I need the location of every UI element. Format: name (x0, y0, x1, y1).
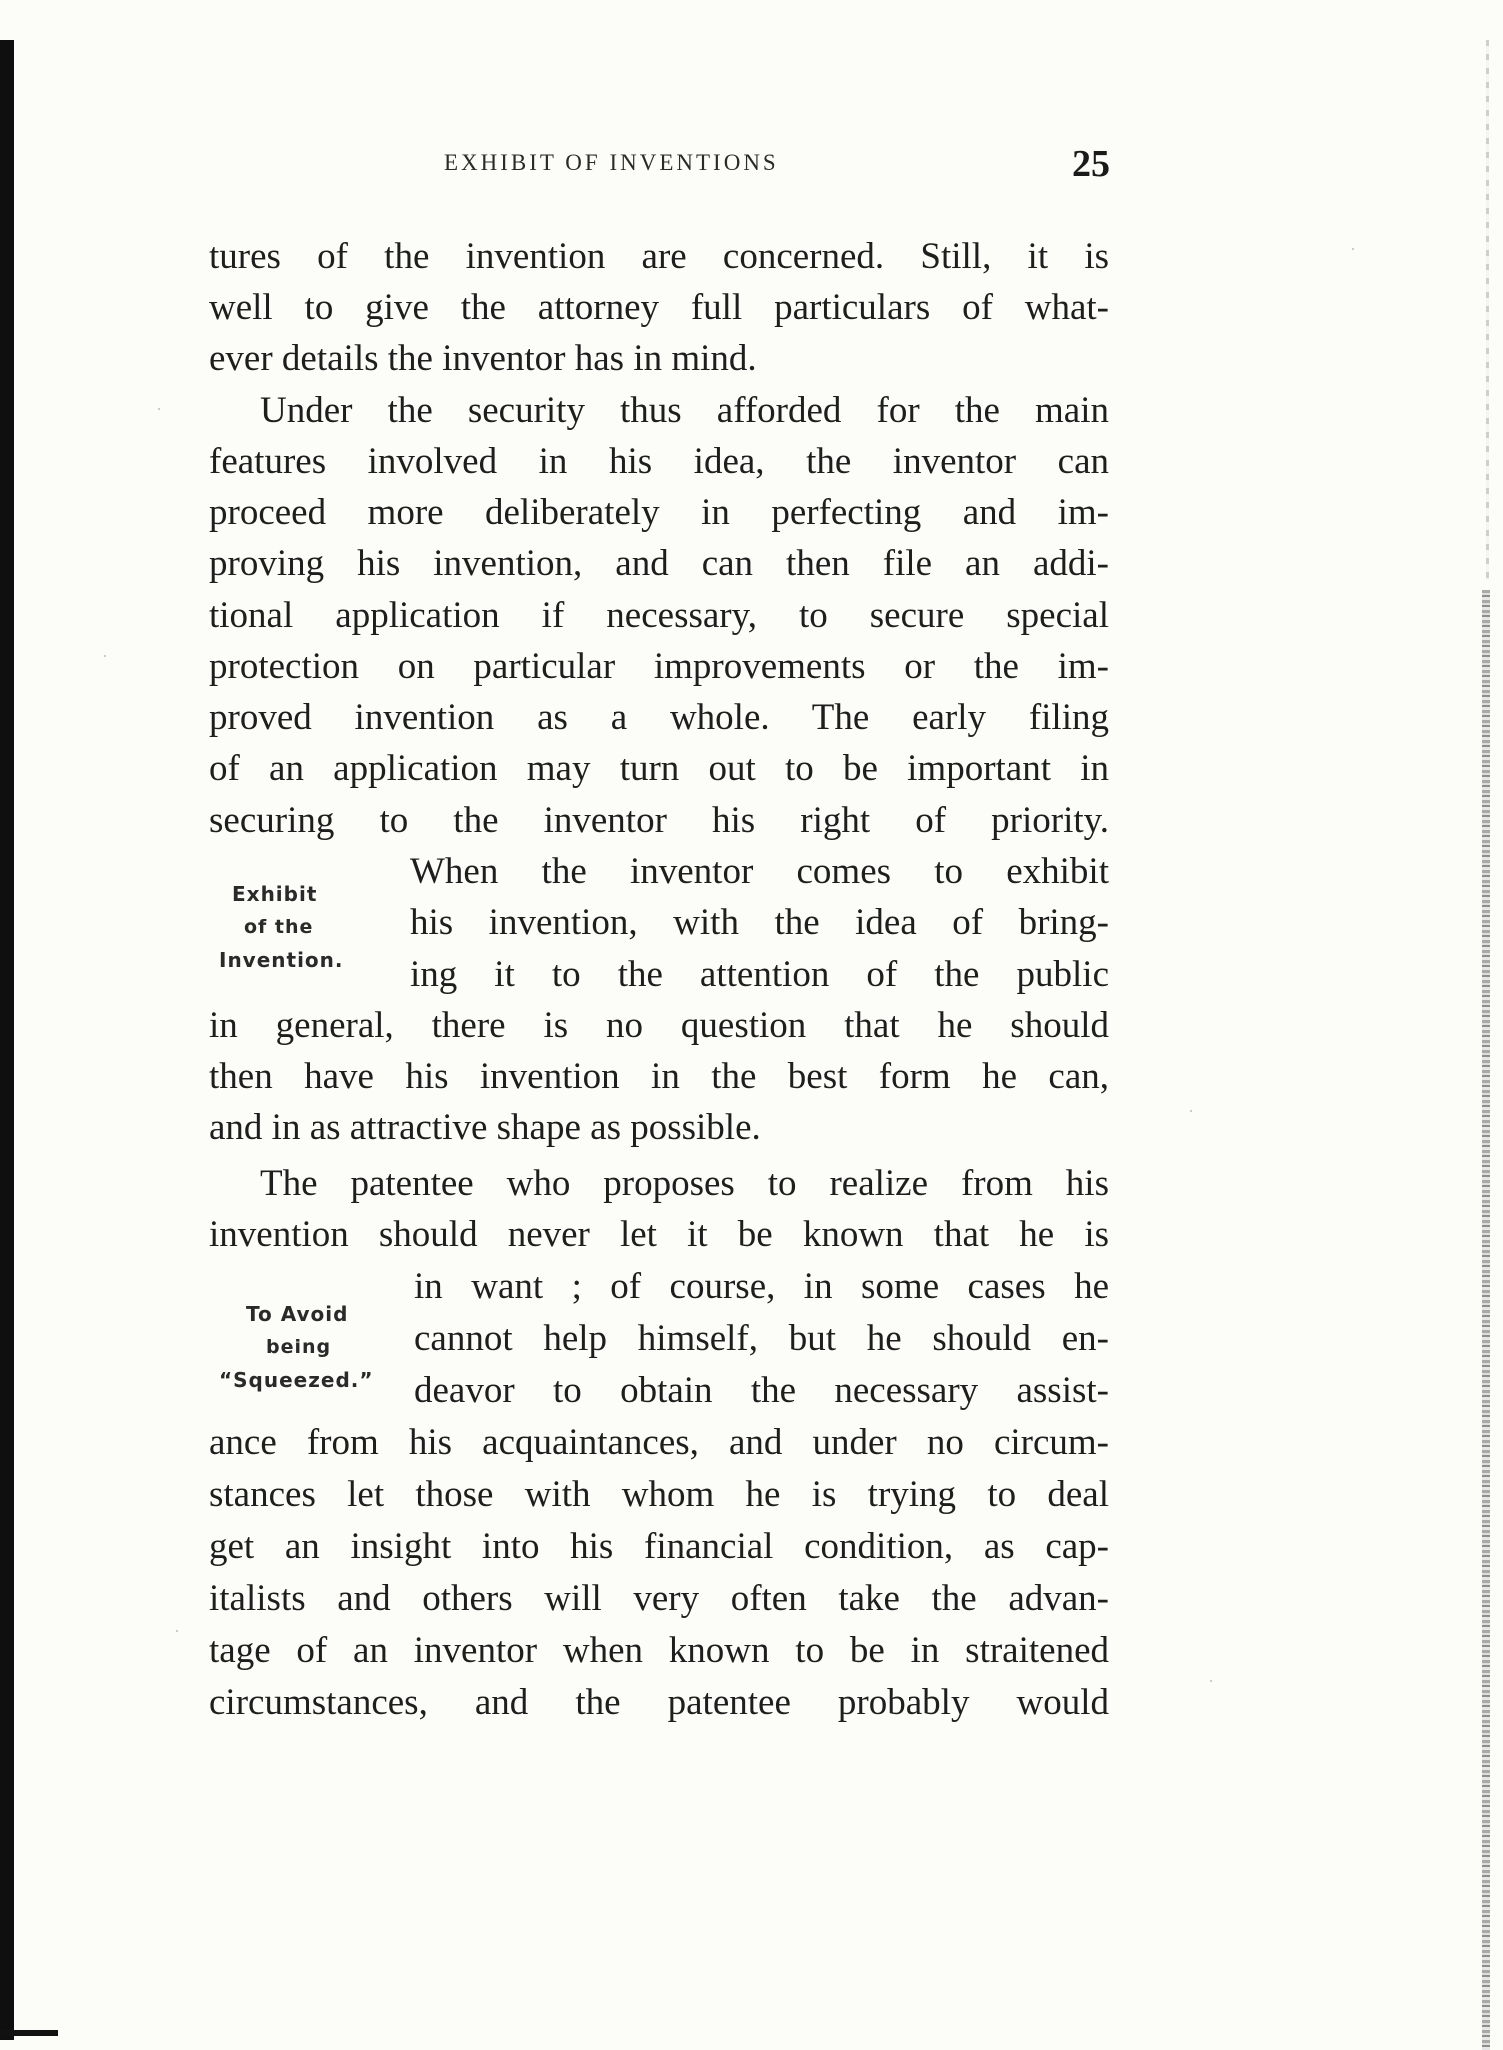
text-line: Under the security thus afforded for the main (260, 390, 1109, 431)
paper-speck (1190, 1110, 1192, 1112)
text-line: tional application if necessary, to secure special (209, 595, 1109, 636)
running-header: EXHIBIT OF INVENTIONS (444, 150, 779, 175)
text-line: then have his invention in the best form he can, (209, 1056, 1109, 1097)
text-line: proving his invention, and can then file an addi- (209, 543, 1109, 584)
text-line: When the inventor comes to exhibit (410, 851, 1109, 892)
text-line: proved invention as a whole. The early filing (209, 697, 1109, 738)
side-note-line: of the (244, 916, 314, 938)
text-line: invention should never let it be known that he is (209, 1214, 1109, 1255)
text-line: stances let those with whom he is trying to deal (209, 1474, 1109, 1515)
text-line: ance from his acquaintances, and under no circum- (209, 1422, 1109, 1463)
side-note-line: To Avoid (246, 1302, 349, 1326)
text-line: well to give the attorney full particulars of what- (209, 287, 1109, 328)
text-line: italists and others will very often take the advan- (209, 1578, 1109, 1619)
side-note-line: Invention. (219, 948, 344, 972)
text-line: The patentee who proposes to realize from his (260, 1163, 1109, 1204)
text-line: of an application may turn out to be important in (209, 748, 1109, 789)
text-line: tures of the invention are concerned. Still, it is (209, 236, 1109, 277)
text-line: ever details the inventor has in mind. (209, 338, 757, 379)
side-note-line: Exhibit (232, 882, 318, 906)
text-line: deavor to obtain the necessary assist- (414, 1370, 1109, 1411)
page-binding-shadow (0, 40, 14, 2040)
text-line: in want ; of course, in some cases he (414, 1266, 1109, 1307)
paper-speck (104, 655, 106, 657)
text-line: and in as attractive shape as possible. (209, 1107, 761, 1148)
text-line: in general, there is no question that he should (209, 1005, 1109, 1046)
page-edge-shadow (1482, 590, 1490, 2050)
side-note-line: being (266, 1336, 332, 1358)
text-line: protection on particular improvements or the im- (209, 646, 1109, 687)
text-line: get an insight into his financial condition, as cap- (209, 1526, 1109, 1567)
page-edge-top (1486, 40, 1489, 580)
text-line: securing to the inventor his right of priority. (209, 800, 1109, 841)
page-number: 25 (1072, 143, 1110, 185)
side-note-line: “Squeezed.” (219, 1368, 374, 1392)
text-line: features involved in his idea, the inventor can (209, 441, 1109, 482)
page-binding-foot (0, 2030, 58, 2036)
text-line: his invention, with the idea of bring- (410, 902, 1109, 943)
text-line: cannot help himself, but he should en- (414, 1318, 1109, 1359)
paper-speck (1352, 248, 1354, 250)
paper-speck (1210, 1680, 1212, 1682)
paper-speck (158, 408, 160, 410)
text-line: tage of an inventor when known to be in straitened (209, 1630, 1109, 1671)
text-line: proceed more deliberately in perfecting and im- (209, 492, 1109, 533)
paper-speck (176, 1630, 178, 1632)
text-line: circumstances, and the patentee probably would (209, 1682, 1109, 1723)
text-line: ing it to the attention of the public (410, 954, 1109, 995)
